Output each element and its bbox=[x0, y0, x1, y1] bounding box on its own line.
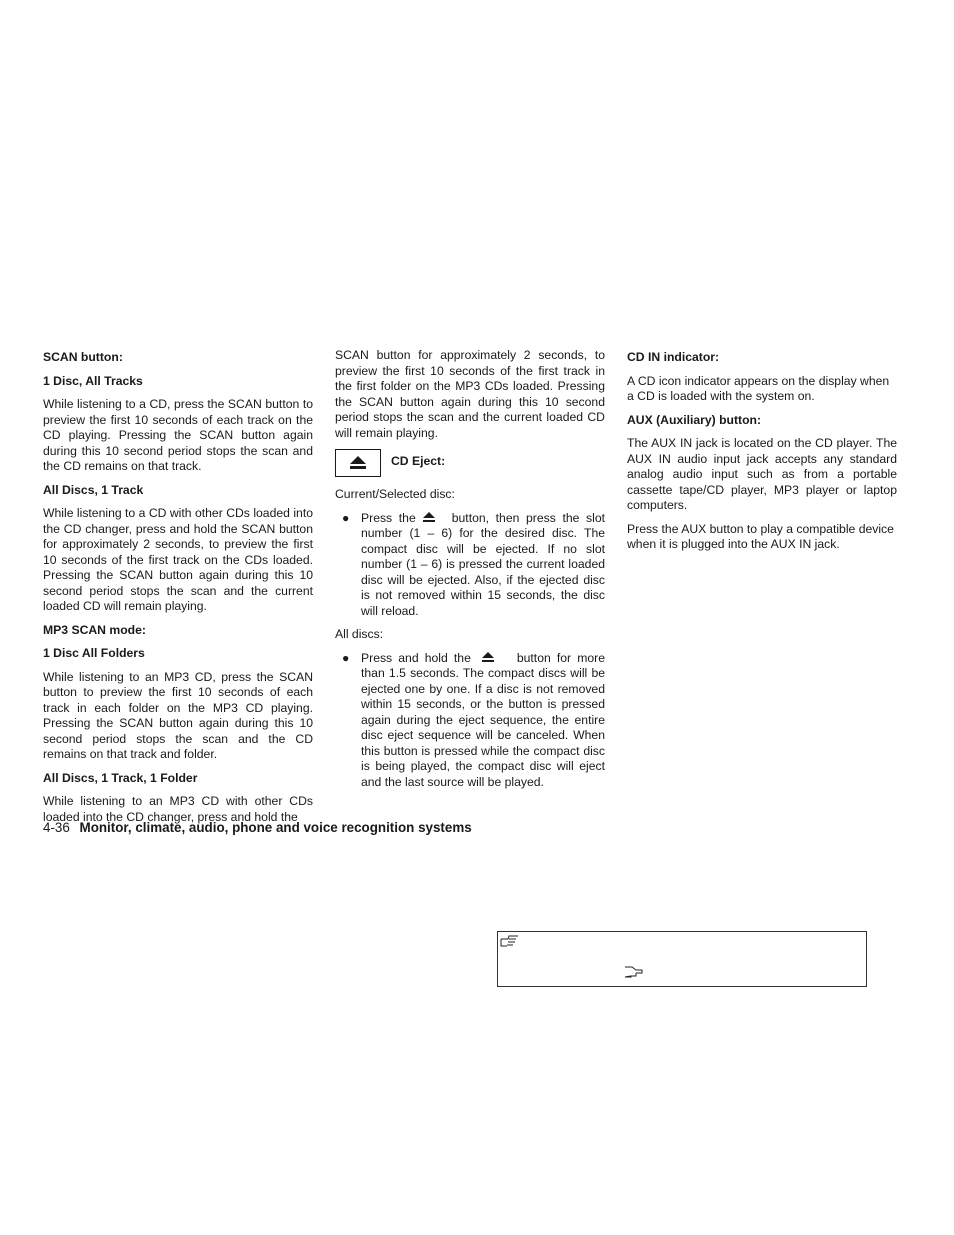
bullet-all-discs bbox=[335, 651, 605, 791]
reference-box bbox=[497, 931, 867, 987]
bullet-current-disc bbox=[335, 511, 605, 620]
disc-all-tracks-heading: 1 Disc, All Tracks bbox=[43, 373, 143, 388]
column-1 bbox=[43, 348, 313, 833]
all-discs-folder-text: While listening to an MP3 CD with other CDs loaded into the CD changer, press and hold the bbox=[43, 794, 313, 824]
scan-continued-text: SCAN button for approximately 2 seconds, to preview the first 10 seconds of the first track in the first folder on the MP3 CDs loaded. Pressing the SCAN button again during this 10 second period stops the scan and the current loaded CD will remain playing. bbox=[335, 348, 605, 440]
page-number: 4-36 bbox=[43, 820, 70, 835]
all-discs-folder-heading: All Discs, 1 Track, 1 Folder bbox=[43, 770, 198, 785]
aux-text: The AUX IN jack is located on the CD player. The AUX IN audio input jack accepts any standard analog audio input such as from a portable cassette tape/CD player, MP3 player or laptop computers. bbox=[627, 436, 897, 512]
bullet1-pre: Press the bbox=[361, 510, 416, 525]
bullet-dot: ● bbox=[342, 650, 350, 665]
all-discs-label: All discs: bbox=[335, 627, 384, 641]
mp3-all-folders-text: While listening to an MP3 CD, press the SCAN button to preview the first 10 seconds of each track in each folder on the MP3 CD playing. Pressing the SCAN button again during this 10 second period stops the scan and the CD remains on that track and folder. bbox=[43, 669, 313, 761]
current-disc-label: Current/Selected disc: bbox=[335, 487, 455, 501]
mp3-all-folders-heading: 1 Disc All Folders bbox=[43, 646, 145, 660]
scan-button-heading: SCAN button: bbox=[43, 350, 123, 364]
pointing-hand-icon bbox=[500, 934, 520, 953]
bullet-dot: ● bbox=[342, 510, 350, 525]
all-discs-track-text: While listening to a CD with other CDs loaded into the CD changer, press and hold the SCAN button for approximately 2 seconds, to preview the first 10 seconds of the first track on the CDs loaded. Pressing the SCAN button again during this 10 second period stops the scan and the current loaded CD will remain playing. bbox=[43, 506, 313, 613]
cd-in-heading: CD IN indicator: bbox=[627, 350, 720, 364]
cd-in-text: A CD icon indicator appears on the display when a CD is loaded with the system on. bbox=[627, 373, 890, 403]
cd-eject-heading: CD Eject: bbox=[391, 454, 446, 468]
mp3-scan-heading: MP3 SCAN mode: bbox=[43, 622, 146, 637]
bullet1-post: button, then press the slot number (1 – 6) for the desired disc. The compact disc will be ejected. If no slot number (1 – 6) is pressed the current loaded disc will be ejected. Also, if the ejected disc is not removed within 15 seconds, the disc will reload. bbox=[361, 510, 606, 618]
chapter-title: Monitor, climate, audio, phone and voice recognition systems bbox=[79, 820, 472, 835]
aux-text-2: Press the AUX button to play a compatible device when it is plugged into the AUX IN jack. bbox=[627, 521, 894, 551]
bullet2-post: button for more than 1.5 seconds. The compact discs will be ejected one by one. If a disc is not removed within 15 seconds, or the button is pressed again during the eject sequence, the entire disc eject sequence will be canceled. When this button is pressed while the compact disc is being played, the compact disc will eject and the last source will be played. bbox=[361, 650, 605, 789]
column-2 bbox=[335, 348, 605, 798]
bullet2-pre: Press and hold the bbox=[361, 650, 471, 665]
column-3 bbox=[627, 348, 897, 561]
eject-button-icon bbox=[335, 449, 381, 477]
eject-icon bbox=[422, 511, 436, 523]
cd-eject-heading-row bbox=[335, 449, 605, 477]
all-discs-track-heading: All Discs, 1 Track bbox=[43, 482, 144, 497]
disc-all-tracks-text: While listening to a CD, press the SCAN button to preview the first 10 seconds of each track on the CD playing. Pressing the SCAN button again during this 10 second period stops the scan and the CD remains on that track. bbox=[43, 397, 313, 473]
eject-icon bbox=[481, 651, 495, 663]
page-footer bbox=[43, 820, 472, 835]
aux-heading: AUX (Auxiliary) button: bbox=[627, 412, 762, 427]
pointing-hand-icon bbox=[624, 965, 644, 984]
